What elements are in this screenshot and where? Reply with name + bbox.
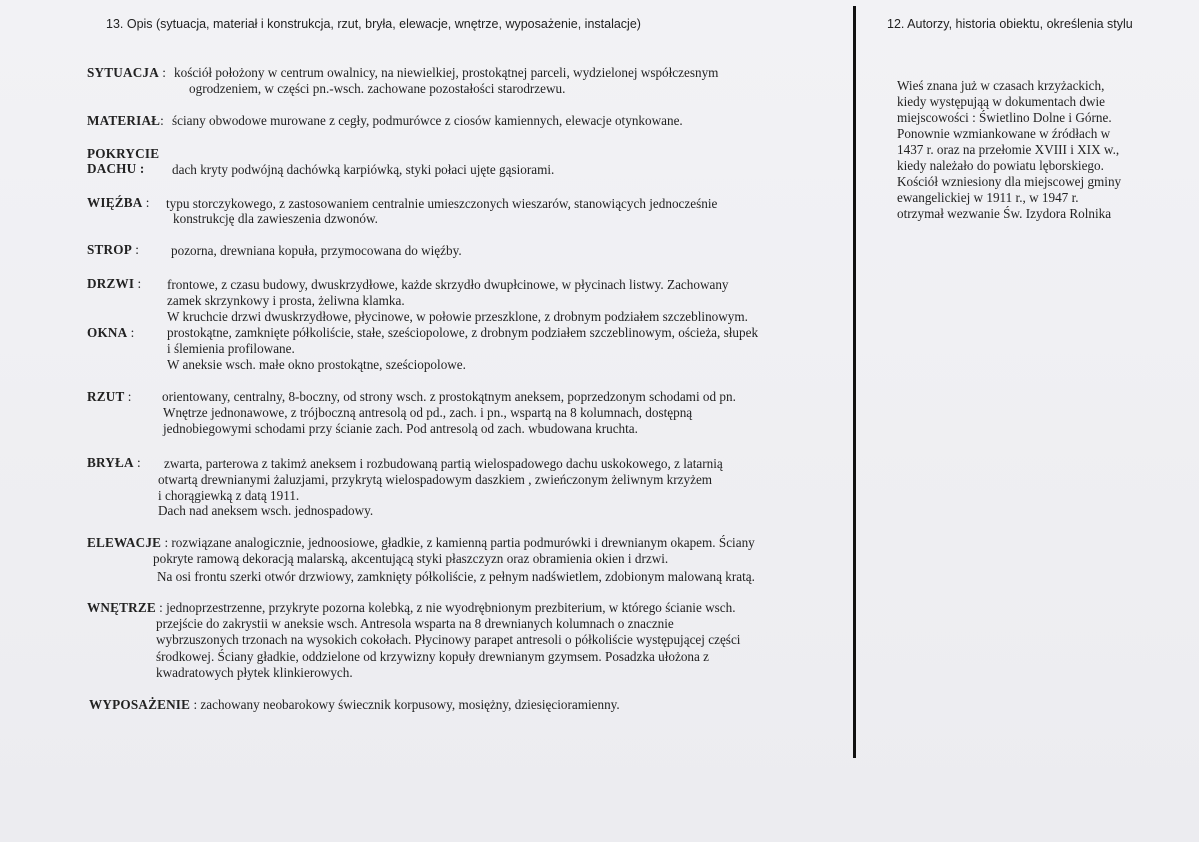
history-line-3: miejscowości : Świetlino Dolne i Górne. [897, 110, 1112, 125]
rzut-row [87, 389, 131, 405]
pokrycie-label: POKRYCIE [87, 146, 160, 161]
okna-row [87, 325, 134, 341]
material-text-1: ściany obwodowe murowane z cegły, podmurówce z ciosów kamiennych, elewacje otynkowane. [172, 113, 683, 128]
wyposazenie-text-1: : zachowany neobarokowy świecznik korpusowy, mosiężny, dziesięcioramienny. [190, 697, 620, 712]
okna-text-1: prostokątne, zamknięte półkoliście, stałe, sześciopolowe, z drobnym podziałem szczeblinowym, ościeża, słupek [167, 325, 759, 340]
okna-label: OKNA [87, 325, 128, 340]
okna-sep: : [127, 325, 135, 340]
elewacje-text-3: Na osi frontu szerki otwór drzwiowy, zamknięty półkoliście, z pełnym nadświetlem, zdobionym malowaną kratą. [157, 569, 755, 584]
strop-row [87, 242, 139, 258]
section-12-header: 12. Autorzy, historia obiektu, określenia stylu [887, 17, 1133, 31]
wyposazenie-label: WYPOSAŻENIE [89, 697, 191, 712]
wiezba-label: WIĘŹBA [87, 195, 143, 210]
bryla-text-3: i chorągiewką z datą 1911. [158, 488, 300, 503]
rzut-sep: : [124, 389, 132, 404]
bryla-row [87, 455, 141, 471]
wiezba-sep: : [142, 195, 150, 210]
drzwi-text-1: frontowe, z czasu budowy, dwuskrzydłowe, każde skrzydło dwupłcinowe, w płycinach listwy. Zachowany [167, 277, 729, 292]
history-line-1: Wieś znana już w czasach krzyżackich, [897, 78, 1105, 93]
history-line-6: kiedy należało do powiatu lęborskiego. [897, 158, 1104, 173]
rzut-label: RZUT [87, 389, 125, 404]
elewacje-label: ELEWACJE [87, 535, 162, 550]
wiezba-row [87, 195, 149, 211]
dachu-label: DACHU : [87, 161, 145, 176]
history-line-2: kiedy występująą w dokumentach dwie [897, 94, 1106, 109]
rzut-text-2: Wnętrze jednonawowe, z trójboczną antresolą od pd., zach. i pn., wspartą na 8 kolumnach, dostępną [163, 405, 693, 420]
drzwi-text-2: zamek skrzynkowy i prosta, żeliwna klamka. [167, 293, 405, 308]
drzwi-label: DRZWI [87, 276, 135, 291]
okna-text-2: i ślemienia profilowane. [167, 341, 295, 356]
pokrycie-text-1: dach kryty podwójną dachówką karpiówką, styki połaci ujęte gąsiorami. [172, 162, 555, 177]
strop-sep: : [131, 242, 139, 257]
wnetrze-text-3: wybrzuszonych trzonach na wysokich cokołach. Płycinowy parapet antresoli o półkoliście występującej części [156, 632, 741, 647]
wyposazenie-row [89, 697, 620, 713]
wnetrze-label: WNĘTRZE [87, 600, 156, 615]
sytuacja-sep: : [158, 65, 166, 80]
wnetrze-text-1: : jednoprzestrzenne, przykryte pozorna kolebką, z nie wyodrębnionym prezbiterium, w którego ścianie wsch. [155, 600, 736, 615]
elewacje-text-1: : rozwiązane analogicznie, jednoosiowe, gładkie, z kamienną partia podmurówki i drewnianym okapem. Ściany [161, 535, 755, 550]
strop-label: STROP [87, 242, 132, 257]
sytuacja-row [87, 65, 166, 81]
wnetrze-text-4: środkowej. Ściany gładkie, oddzielone od krzywizny kopuły drewnianym gzymsem. Posadzka ułożona z [156, 649, 710, 664]
wnetrze-text-2: przejście do zakrystii w aneksie wsch. Antresola wsparta na 8 drewnianych kolumnach o znacznie [156, 616, 674, 631]
bryla-sep: : [133, 455, 141, 470]
material-row [87, 113, 164, 129]
history-line-4: Ponownie wzmiankowane w źródłach w [897, 126, 1111, 141]
bryla-text-1: zwarta, parterowa z takimż aneksem i rozbudowaną partią wielospadowego dachu uskokowego, z latarnią [164, 456, 723, 471]
elewacje-row [87, 535, 755, 551]
bryla-label: BRYŁA [87, 455, 134, 470]
wnetrze-text-5: kwadratowych płytek klinkierowych. [156, 665, 353, 680]
drzwi-text-3: W kruchcie drzwi dwuskrzydłowe, płycinowe, w połowie przeszklone, z drobnym podziałem szczeblinowym. [167, 309, 748, 324]
sytuacja-text-1: kościół położony w centrum owalnicy, na niewielkiej, prostokątnej parceli, wydzielonej współczesnym [174, 65, 719, 80]
sytuacja-label: SYTUACJA [87, 65, 159, 80]
okna-text-3: W aneksie wsch. małe okno prostokątne, sześciopolowe. [167, 357, 466, 372]
history-line-7: Kościół wzniesiony dla miejscowej gminy [897, 174, 1122, 189]
column-divider [853, 6, 856, 758]
drzwi-row [87, 276, 141, 292]
history-line-8: ewangelickiej w 1911 r., w 1947 r. [897, 190, 1079, 205]
section-13-header: 13. Opis (sytuacja, materiał i konstrukcja, rzut, bryła, elewacje, wnętrze, wyposażenie, instalacje) [106, 17, 641, 31]
wnetrze-row [87, 600, 736, 616]
drzwi-sep: : [134, 276, 142, 291]
elewacje-text-2: pokryte ramową dekoracją malarską, akcentującą styki płaszczyzn oraz obramienia okien i drzwi. [153, 551, 669, 566]
strop-text-1: pozorna, drewniana kopuła, przymocowana do więźby. [171, 243, 462, 258]
rzut-text-3: jednobiegowymi schodami przy ścianie zach. Pod antresolą od zach. wbudowana kruchta. [163, 421, 638, 436]
rzut-text-1: orientowany, centralny, 8-boczny, od strony wsch. z prostokątnym aneksem, poprzedzonym schodami od pn. [162, 389, 736, 404]
history-line-9: otrzymał wezwanie Św. Izydora Rolnika [897, 206, 1112, 221]
wiezba-text-1: typu storczykowego, z zastosowaniem centralnie umieszczonych wieszarów, stanowiących jednocześnie [166, 196, 718, 211]
bryla-text-2: otwartą drewnianymi żaluzjami, przykrytą wielospadowym daszkiem , zwieńczonym żeliwnym krzyżem [158, 472, 713, 487]
sytuacja-text-2: ogrodzeniem, w części pn.-wsch. zachowane pozostałości starodrzewu. [189, 81, 566, 96]
material-sep: : [160, 113, 164, 128]
history-line-5: 1437 r. oraz na przełomie XVIII i XIX w., [897, 142, 1120, 157]
material-label: MATERIAŁ [87, 113, 161, 128]
wiezba-text-2: konstrukcję dla zawieszenia dzwonów. [173, 211, 378, 226]
bryla-text-4: Dach nad aneksem wsch. jednospadowy. [158, 503, 374, 518]
